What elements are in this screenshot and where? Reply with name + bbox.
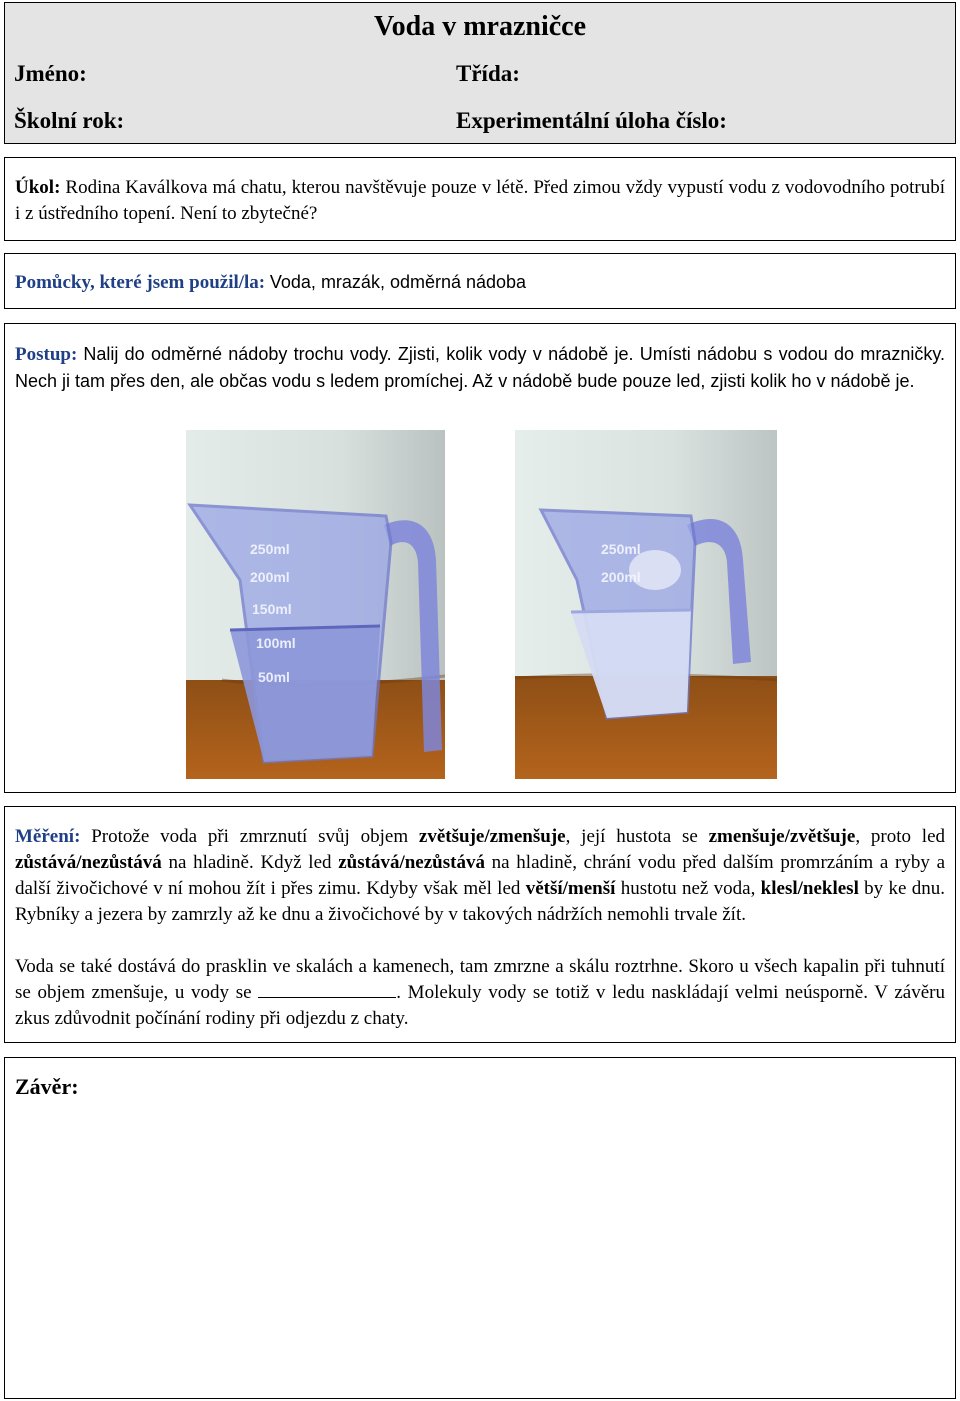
task-section [4,157,956,241]
tools-section [4,253,956,309]
measurement-paragraph-1 [15,824,945,928]
task-label: Úkol: [15,177,61,198]
measurement-text-8: Voda se také dostává do prasklin ve skalách a kamenech, tam zmrzne a skálu roztrhne. Skoro u všech kapalin při tuhnutí se objem zmenšuje, u vody se [15,956,945,1003]
school-year-label: Školní rok: [14,108,125,133]
mark2-200ml: 200ml [601,569,641,585]
procedure-section [4,323,956,793]
mark-150ml: 150ml [252,601,292,617]
choice-volume: zvětšuje/zmenšuje [418,826,566,847]
task-paragraph [15,175,945,227]
procedure-label: Postup: [15,344,78,365]
conclusion-label: Závěr: [15,1074,79,1099]
choice-density-size: větší/menší [525,878,616,899]
choice-density: zmenšuje/zvětšuje [708,826,856,847]
measurement-text-1: Protože voda při zmrznutí svůj objem [91,826,409,847]
tools-text: Voda, mrazák, odměrná nádoba [269,272,527,292]
procedure-paragraph [15,341,945,395]
fill-in-blank[interactable] [258,981,396,998]
conclusion-paragraph [15,1074,945,1100]
class-label: Třída: [456,61,520,86]
measurement-text-2: , její hustota se [565,826,698,847]
measurement-text-9: . Molekuly vody se totiž v ledu naskládají velmi neúsporně. V závěru zkus zdůvodnit počínání rodiny při odjezdu z chaty. [15,982,945,1029]
task-number-label: Experimentální úloha číslo: [456,108,727,133]
choice-sinks: klesl/neklesl [760,878,859,899]
choice-floats-1: zůstává/nezůstává [15,852,162,873]
mark-250ml: 250ml [250,541,290,557]
measurement-text-5: na hladině, chrání vodu před dalším promrzáním a ryby a další živočichové v ní mohou žít i přes zimu. Kdyby však měl led [15,852,946,899]
tools-paragraph [15,269,945,296]
measurement-text-6: hustotu než voda, [620,878,756,899]
name-label: Jméno: [14,61,87,86]
choice-floats-2: zůstává/nezůstává [338,852,485,873]
conclusion-section[interactable] [4,1057,956,1399]
mark-50ml: 50ml [258,669,290,685]
page-title: Voda v mrazničce [373,11,587,42]
photo-jug-water [186,430,445,779]
measurement-paragraph-2 [15,954,945,1032]
header-panel [4,2,956,144]
mark2-250ml: 250ml [601,541,641,557]
measurement-text-7: by ke dnu. Rybníky a jezera by zamrzly až ke dnu a živočichové by v takových nádržích nemohli trvale žít. [15,878,945,925]
measurement-label: Měření: [15,826,81,847]
measurement-text-3: , proto led [855,826,946,847]
task-text: Rodina Kaválkova má chatu, kterou navštěvuje pouze v létě. Před zimou vždy vypustí vodu z vodovodního potrubí i z ústředního topení. Není to zbytečné? [15,177,946,224]
measurement-section [4,806,956,1043]
photo-jug-ice [515,430,777,779]
procedure-text: Nalij do odměrné nádoby trochu vody. Zjisti, kolik vody v nádobě je. Umísti nádobu s vodou do mrazničky. Nech ji tam přes den, ale občas vodu s ledem promíchej. Až v nádobě bude pouze led, zjisti kolik ho v nádobě je. [15,344,945,391]
mark-200ml: 200ml [250,569,290,585]
mark-100ml: 100ml [256,635,296,651]
measurement-text-4: na hladině. Když led [168,852,332,873]
tools-label: Pomůcky, které jsem použil/la: [15,272,266,293]
